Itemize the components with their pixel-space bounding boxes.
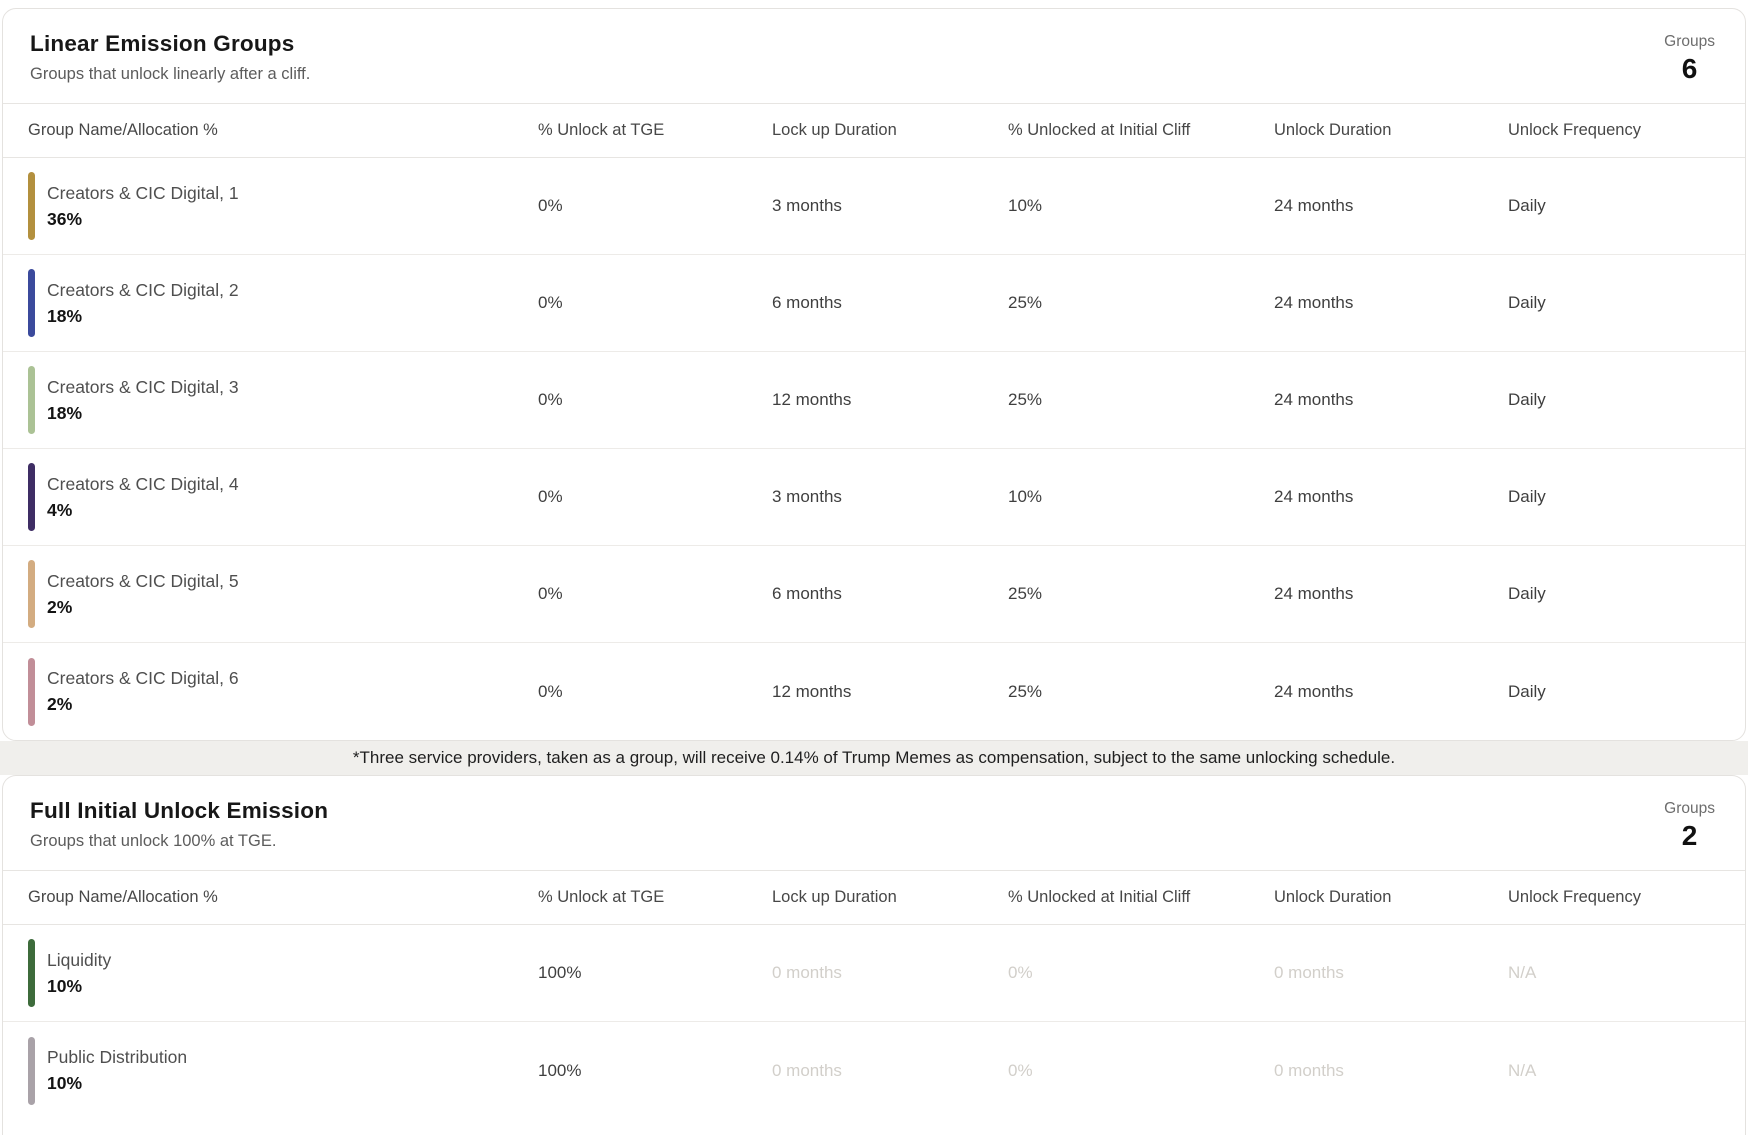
unlock-at-tge-value: 0%: [538, 293, 563, 312]
lockup-duration-value: 12 months: [772, 390, 852, 409]
column-header-unlock-duration: Unlock Duration: [1274, 888, 1392, 906]
group-name-cell: [28, 463, 538, 531]
unlock-duration-value: 0 months: [1274, 963, 1344, 982]
lockup-duration-value: 12 months: [772, 681, 852, 701]
initial-cliff-value: 25%: [1008, 681, 1043, 701]
group-allocation-percent: 2%: [47, 596, 73, 617]
group-name: Public Distribution: [47, 1047, 188, 1067]
group-name-cell: [28, 939, 538, 1007]
group-allocation-percent: 4%: [47, 499, 73, 520]
unlock-at-tge-value: 0%: [538, 681, 563, 701]
full-initial-unlock-title-block: [30, 798, 328, 851]
unlock-duration-value: 0 months: [1274, 1060, 1344, 1080]
group-name-block: [47, 668, 239, 715]
group-name-cell: [28, 269, 538, 337]
group-name-block: [47, 571, 239, 618]
column-header-lockup-duration: Lock up Duration: [772, 888, 897, 906]
unlock-duration-value: 24 months: [1274, 681, 1354, 701]
linear-emission-table-body: [3, 158, 1745, 740]
allocation-color-bar: [28, 1037, 35, 1105]
unlock-duration-value: 24 months: [1274, 196, 1354, 215]
unlock-frequency-value: Daily: [1508, 390, 1546, 409]
full-initial-unlock-card: [2, 775, 1746, 1135]
lockup-duration-value: 0 months: [772, 1060, 842, 1080]
lockup-duration-value: 0 months: [772, 963, 842, 982]
initial-cliff-value: 25%: [1008, 390, 1043, 409]
group-allocation-percent: 10%: [47, 1073, 83, 1093]
page-title: Linear Emission Groups: [30, 31, 295, 56]
group-name-block: [47, 1047, 187, 1094]
groups-count: 6: [1681, 53, 1698, 84]
unlock-at-tge-value: 0%: [538, 584, 563, 603]
table-row: [3, 449, 1745, 546]
group-name-cell: [28, 172, 538, 240]
table-row: [3, 352, 1745, 449]
group-name: Creators & CIC Digital, 5: [47, 570, 239, 591]
initial-cliff-value: 10%: [1008, 196, 1043, 215]
group-name: Creators & CIC Digital, 1: [47, 182, 239, 203]
linear-emission-header: [3, 9, 1745, 103]
unlock-duration-value: 24 months: [1274, 390, 1354, 409]
group-name: Creators & CIC Digital, 6: [47, 668, 239, 688]
initial-cliff-value: 25%: [1008, 584, 1043, 603]
full-initial-unlock-table-body: [3, 925, 1745, 1119]
group-name: Creators & CIC Digital, 3: [47, 376, 239, 397]
groups-count: 2: [1681, 820, 1698, 851]
table-row: [3, 158, 1745, 255]
unlock-duration-value: 24 months: [1274, 487, 1354, 506]
table-header-row: [3, 103, 1745, 158]
table-row: [3, 643, 1745, 740]
column-header-group-name: Group Name/Allocation %: [28, 888, 218, 906]
group-name: Creators & CIC Digital, 4: [47, 473, 239, 494]
lockup-duration-value: 3 months: [772, 487, 842, 506]
column-header-initial-cliff: % Unlocked at Initial Cliff: [1008, 888, 1191, 906]
table-row: [3, 1022, 1745, 1119]
group-name-cell: [28, 658, 538, 726]
initial-cliff-value: 0%: [1008, 1060, 1033, 1080]
unlock-at-tge-value: 0%: [538, 390, 563, 409]
column-header-lockup-duration: Lock up Duration: [772, 121, 897, 139]
unlock-at-tge-value: 100%: [538, 1060, 582, 1080]
lockup-duration-value: 6 months: [772, 293, 842, 312]
column-header-initial-cliff: % Unlocked at Initial Cliff: [1008, 121, 1191, 139]
group-allocation-percent: 36%: [47, 208, 83, 229]
section-subtitle: Groups that unlock linearly after a cliff.: [30, 65, 311, 83]
group-allocation-percent: 18%: [47, 305, 83, 326]
unlock-at-tge-value: 0%: [538, 487, 563, 506]
unlock-at-tge-value: 0%: [538, 196, 563, 215]
group-name: Creators & CIC Digital, 2: [47, 279, 239, 300]
group-name-block: [47, 474, 239, 521]
unlock-frequency-value: Daily: [1508, 293, 1546, 312]
service-providers-footnote: *Three service providers, taken as a group, will receive 0.14% of Trump Memes as compensation, subject to the same unlocking schedule.: [352, 748, 1396, 767]
column-header-unlock-tge: % Unlock at TGE: [538, 888, 665, 906]
initial-cliff-value: 10%: [1008, 487, 1043, 506]
unlock-duration-value: 24 months: [1274, 584, 1354, 603]
table-row: [3, 255, 1745, 352]
table-row: [3, 925, 1745, 1022]
footnote-band: [0, 741, 1748, 775]
section-title: Full Initial Unlock Emission: [30, 798, 329, 823]
group-name-block: [47, 183, 239, 230]
allocation-color-bar: [28, 172, 35, 240]
table-row: [3, 546, 1745, 643]
unlock-frequency-value: Daily: [1508, 681, 1546, 701]
group-name-block: [47, 280, 239, 327]
linear-emission-groups-card: [2, 8, 1746, 741]
linear-emission-title-block: [30, 31, 310, 84]
column-header-unlock-tge: % Unlock at TGE: [538, 121, 665, 139]
initial-cliff-value: 0%: [1008, 963, 1033, 982]
allocation-color-bar: [28, 463, 35, 531]
column-header-unlock-duration: Unlock Duration: [1274, 121, 1392, 139]
allocation-color-bar: [28, 366, 35, 434]
unlock-frequency-value: Daily: [1508, 196, 1546, 215]
lockup-duration-value: 3 months: [772, 196, 842, 215]
unlock-frequency-value: N/A: [1508, 1060, 1537, 1080]
group-name-cell: [28, 560, 538, 628]
group-allocation-percent: 2%: [47, 694, 73, 714]
groups-label: Groups: [1664, 800, 1715, 817]
allocation-color-bar: [28, 939, 35, 1007]
group-name-block: [47, 377, 239, 424]
groups-label: Groups: [1664, 33, 1715, 50]
group-name-cell: [28, 1037, 538, 1105]
table-header-row: [3, 870, 1745, 925]
unlock-frequency-value: N/A: [1508, 963, 1537, 982]
groups-count-badge: [1664, 798, 1715, 852]
column-header-unlock-frequency: Unlock Frequency: [1508, 121, 1641, 139]
initial-cliff-value: 25%: [1008, 293, 1043, 312]
column-header-unlock-frequency: Unlock Frequency: [1508, 888, 1641, 906]
unlock-at-tge-value: 100%: [538, 963, 582, 982]
group-name: Liquidity: [47, 949, 112, 970]
full-initial-unlock-header: [3, 776, 1745, 870]
unlock-duration-value: 24 months: [1274, 293, 1354, 312]
allocation-color-bar: [28, 658, 35, 726]
unlock-frequency-value: Daily: [1508, 584, 1546, 603]
group-allocation-percent: 10%: [47, 975, 83, 996]
group-allocation-percent: 18%: [47, 402, 83, 423]
lockup-duration-value: 6 months: [772, 584, 842, 603]
allocation-color-bar: [28, 269, 35, 337]
group-name-cell: [28, 366, 538, 434]
unlock-frequency-value: Daily: [1508, 487, 1546, 506]
groups-count-badge: [1664, 31, 1715, 85]
section-subtitle: Groups that unlock 100% at TGE.: [30, 832, 277, 850]
column-header-group-name: Group Name/Allocation %: [28, 121, 218, 139]
allocation-color-bar: [28, 560, 35, 628]
group-name-block: [47, 950, 111, 997]
